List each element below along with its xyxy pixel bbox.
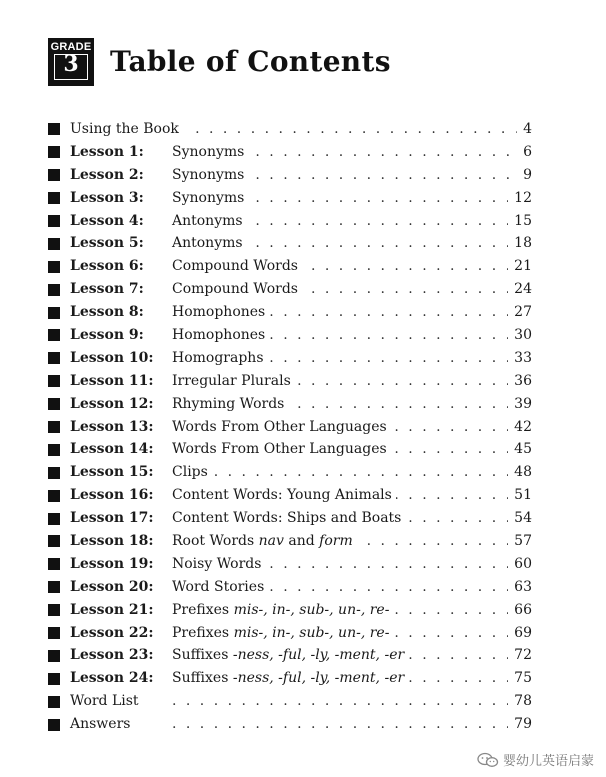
lesson-label: Lesson 1: [70,143,144,160]
lesson-label: Lesson 24: [70,670,154,687]
lesson-label: Lesson 23: [70,647,154,664]
lesson-label: Lesson 21: [70,601,154,618]
toc-row-lesson[interactable] [48,187,532,210]
lesson-topic: Noisy Words [172,555,265,573]
toc-row-lesson[interactable] [48,576,532,599]
toc-row-lesson[interactable] [48,507,532,530]
page-number: 33 [508,349,532,367]
lesson-topic: Suffixes -ness, -ful, -ly, -ment, -er [172,646,408,664]
toc-row-lesson[interactable] [48,438,532,461]
bullet-icon [48,398,60,410]
lesson-topic: Word Stories [172,578,268,596]
page-number: 4 [517,120,532,138]
bullet-icon [48,581,60,593]
lesson-label: Lesson 13: [70,418,154,435]
page-number: 24 [508,280,532,298]
toc-entry-text: Answers [70,716,131,733]
table-of-contents [48,118,532,736]
toc-row-lesson[interactable] [48,324,532,347]
page-number: 27 [508,303,532,321]
lesson-label: Lesson 17: [70,510,154,527]
toc-row-lesson[interactable] [48,553,532,576]
page-title: Table of Contents [110,45,391,78]
page-number: 79 [508,715,532,733]
dot-leader [172,690,532,713]
lesson-topic: Synonyms [172,189,248,207]
toc-row-lesson[interactable] [48,416,532,439]
lesson-topic: Compound Words [172,257,302,275]
toc-row-lesson[interactable] [48,599,532,622]
page-number: 9 [517,166,532,184]
page-number: 36 [508,372,532,390]
bullet-icon [48,513,60,525]
page-number: 75 [508,669,532,687]
bullet-icon [48,261,60,273]
lesson-label: Lesson 8: [70,304,144,321]
lesson-topic: Synonyms [172,166,248,184]
toc-row-lesson[interactable] [48,347,532,370]
lesson-label: Lesson 22: [70,624,154,641]
lesson-topic: Compound Words [172,280,302,298]
bullet-icon [48,558,60,570]
bullet-icon [48,696,60,708]
lesson-label: Lesson 20: [70,578,154,595]
toc-row-lesson[interactable] [48,622,532,645]
lesson-label: Lesson 12: [70,395,154,412]
bullet-icon [48,215,60,227]
page-number: 42 [508,418,532,436]
page-number: 72 [508,646,532,664]
bullet-icon [48,604,60,616]
bullet-icon [48,192,60,204]
watermark [477,750,594,769]
wechat-icon [477,752,499,768]
lesson-topic: Prefixes mis-, in-, sub-, un-, re- [172,624,393,642]
bullet-icon [48,238,60,250]
lesson-label: Lesson 9: [70,327,144,344]
lesson-topic: Content Words: Ships and Boats [172,509,405,527]
toc-row-answers[interactable] [48,713,532,736]
page-number: 12 [508,189,532,207]
lesson-topic: Content Words: Young Animals [172,486,396,504]
lesson-label: Lesson 14: [70,441,154,458]
toc-row-lesson[interactable] [48,301,532,324]
page-number: 15 [508,212,532,230]
lesson-label: Lesson 7: [70,281,144,298]
grade-number: 3 [63,51,79,77]
bullet-icon [48,329,60,341]
page-number: 66 [508,601,532,619]
lesson-topic: Suffixes -ness, -ful, -ly, -ment, -er [172,669,408,687]
bullet-icon [48,467,60,479]
toc-row-lesson[interactable] [48,255,532,278]
lesson-label: Lesson 3: [70,189,144,206]
toc-row-lesson[interactable] [48,141,532,164]
bullet-icon [48,719,60,731]
lesson-topic: Words From Other Languages [172,418,391,436]
grade-badge [48,38,94,86]
lesson-label: Lesson 11: [70,372,154,389]
toc-row-using-the-book[interactable] [48,118,532,141]
lesson-topic: Synonyms [172,143,248,161]
lesson-label: Lesson 16: [70,487,154,504]
lesson-topic: Words From Other Languages [172,440,391,458]
page-number: 69 [508,624,532,642]
lesson-topic: Clips [172,463,212,481]
lesson-label: Lesson 18: [70,533,154,550]
bullet-icon [48,284,60,296]
page-number: 45 [508,440,532,458]
bullet-icon [48,444,60,456]
toc-row-lesson[interactable] [48,210,532,233]
dot-leader [172,713,532,736]
page-number: 57 [508,532,532,550]
toc-row-lesson[interactable] [48,484,532,507]
lesson-label: Lesson 2: [70,166,144,183]
lesson-topic: Antonyms [172,212,247,230]
lesson-topic: Rhyming Words [172,395,288,413]
lesson-topic: Prefixes mis-, in-, sub-, un-, re- [172,601,393,619]
bullet-icon [48,650,60,662]
bullet-icon [48,490,60,502]
bullet-icon [48,146,60,158]
lesson-topic: Root Words nav and form [172,532,357,550]
toc-row-lesson[interactable] [48,461,532,484]
page-number: 6 [517,143,532,161]
lesson-label: Lesson 6: [70,258,144,275]
toc-row-lesson[interactable] [48,667,532,690]
toc-row-lesson[interactable] [48,164,532,187]
toc-entry-text: Using the Book [70,120,185,138]
lesson-label: Lesson 5: [70,235,144,252]
page-number: 54 [508,509,532,527]
lesson-topic: Irregular Plurals [172,372,295,390]
toc-row-lesson[interactable] [48,278,532,301]
lesson-topic: Homophones [172,326,269,344]
lesson-label: Lesson 19: [70,555,154,572]
bullet-icon [48,535,60,547]
lesson-label: Lesson 10: [70,349,154,366]
toc-row-lesson[interactable] [48,232,532,255]
page-number: 21 [508,257,532,275]
page-number: 51 [508,486,532,504]
bullet-icon [48,627,60,639]
lesson-label: Lesson 4: [70,212,144,229]
page-number: 18 [508,234,532,252]
toc-row-lesson[interactable] [48,644,532,667]
bullet-icon [48,169,60,181]
page-number: 39 [508,395,532,413]
toc-row-word-list[interactable] [48,690,532,713]
bullet-icon [48,307,60,319]
grade-label: GRADE [50,41,92,53]
lesson-topic: Antonyms [172,234,247,252]
page-number: 48 [508,463,532,481]
dot-leader [172,461,532,484]
toc-entry-text: Word List [70,693,139,710]
bullet-icon [48,123,60,135]
lesson-topic: Homographs [172,349,268,367]
watermark-text: 婴幼儿英语启蒙 [502,754,594,769]
page-number: 30 [508,326,532,344]
page-number: 63 [508,578,532,596]
page-number: 78 [508,692,532,710]
toc-row-lesson[interactable] [48,530,532,553]
page-number: 60 [508,555,532,573]
lesson-topic: Homophones [172,303,269,321]
bullet-icon [48,352,60,364]
bullet-icon [48,375,60,387]
toc-row-lesson[interactable] [48,370,532,393]
bullet-icon [48,673,60,685]
bullet-icon [48,421,60,433]
lesson-label: Lesson 15: [70,464,154,481]
toc-row-lesson[interactable] [48,393,532,416]
